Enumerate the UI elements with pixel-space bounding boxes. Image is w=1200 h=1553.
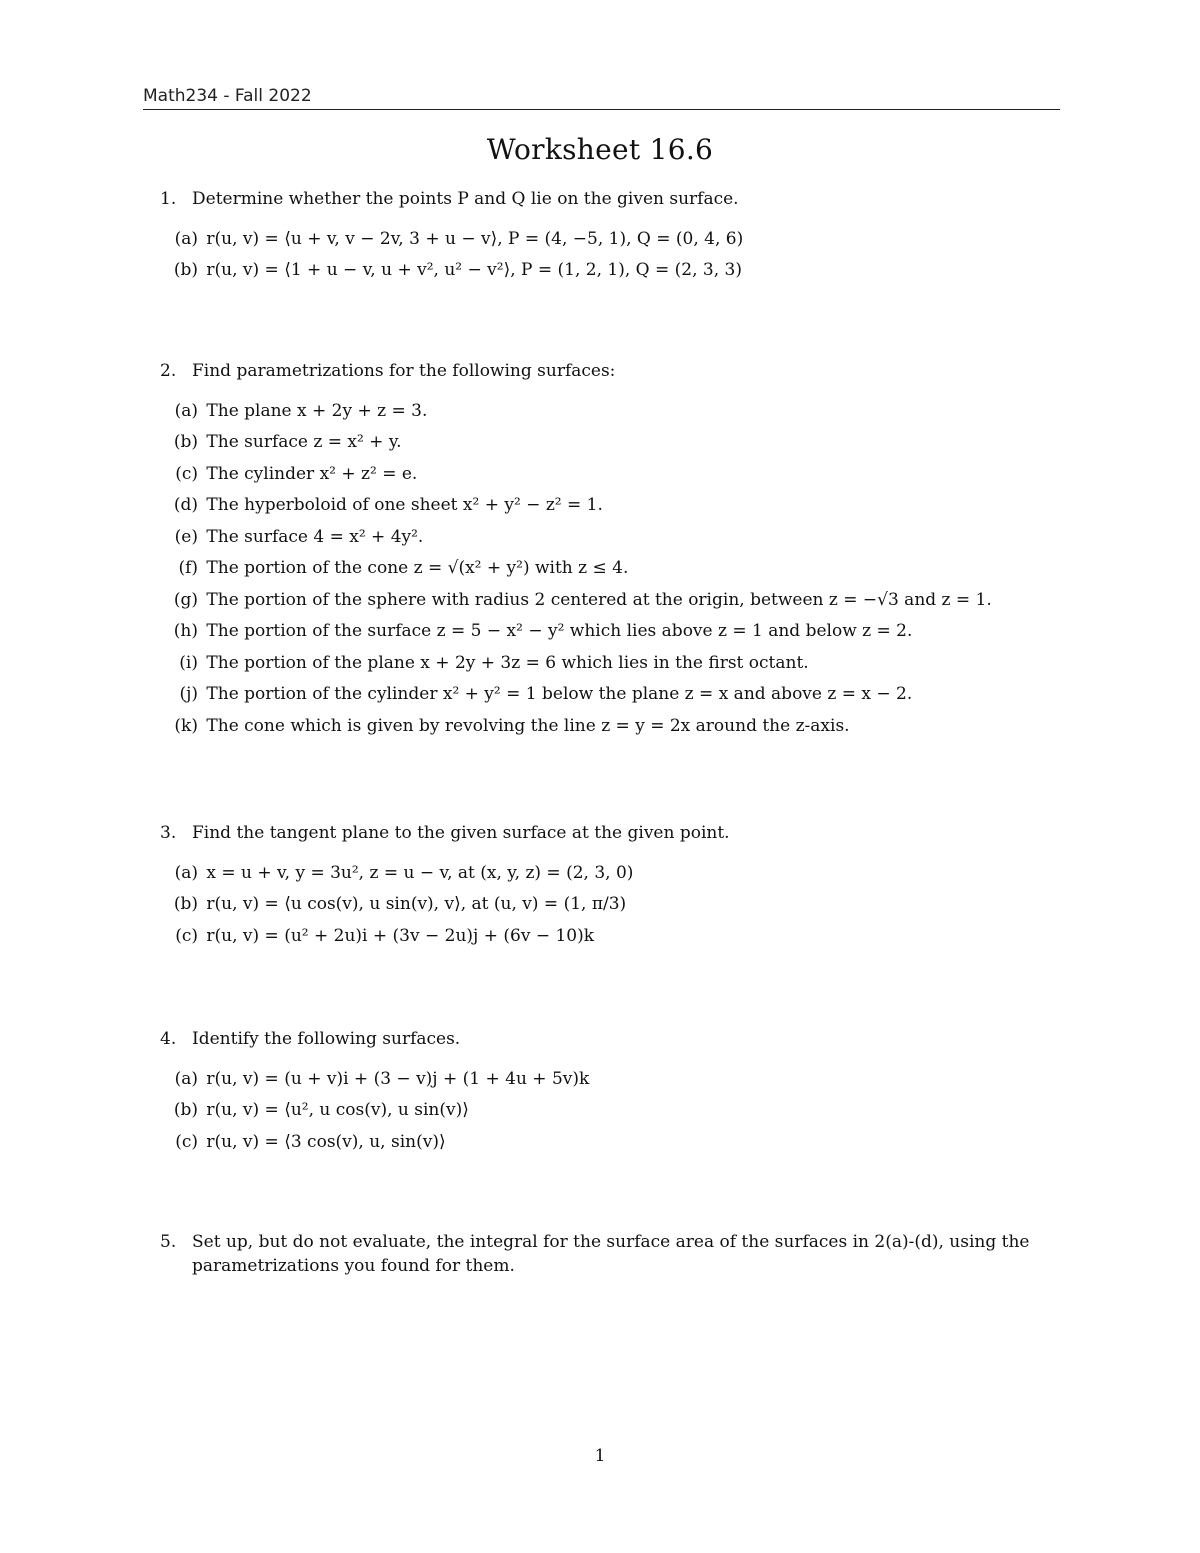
list-item: (c) The cylinder x² + z² = e. [175,463,418,484]
problem-2-stem: 2. Find parametrizations for the following surfaces: [160,356,1060,388]
list-item: (a) x = u + v, y = 3u², z = u − v, at (x, y, z) = (2, 3, 0) [174,862,634,883]
list-item: (k) The cone which is given by revolving the line z = y = 2x around the z-axis. [174,715,850,736]
problem-number: 2. [160,361,177,381]
list-item: (f) The portion of the cone z = √(x² + y²) with z ≤ 4. [178,558,629,578]
list-item: (b) The surface z = x² + y. [173,432,402,452]
problem-number: 3. [160,823,177,843]
problem-2-parts [160,396,1060,743]
list-item: (h) The portion of the surface z = 5 − x² − y² which lies above z = 1 and below z = 2. [173,621,913,641]
problem-4-stem: 4. Identify the following surfaces. [160,1024,1060,1056]
list-item: (c) r(u, v) = (u² + 2u)i + (3v − 2u)j + (6v − 10)k [175,925,595,946]
problem-number: 1. [160,189,177,209]
problem-2 [160,356,1060,742]
problem-3-stem: 3. Find the tangent plane to the given surface at the given point. [160,818,1060,850]
list-item: (e) The surface 4 = x² + 4y². [174,526,424,547]
problem-4 [160,1024,1060,1158]
problem-1-parts [160,224,1060,287]
list-item: (c) r(u, v) = ⟨3 cos(v), u, sin(v)⟩ [175,1131,446,1152]
header-rule [143,109,1060,110]
list-item: (b) r(u, v) = ⟨1 + u − v, u + v², u² − v²⟩, P = (1, 2, 1), Q = (2, 3, 3) [173,260,742,280]
page-title: Worksheet 16.6 [486,133,714,166]
problem-1 [160,184,1060,287]
list-item: (i) The portion of the plane x + 2y + 3z = 6 which lies in the first octant. [179,652,809,673]
list-item: (j) The portion of the cylinder x² + y² = 1 below the plane z = x and above z = x − 2. [179,684,913,704]
problem-5-stem: 5. Set up, but do not evaluate, the integral for the surface area of the surfaces in 2(a)-(d), using the [160,1232,1030,1252]
problem-number: 5. [160,1232,177,1252]
problem-5-stem-continuation: parametrizations you found for them. [192,1256,515,1276]
problem-4-parts [160,1064,1060,1159]
problem-number: 4. [160,1029,177,1049]
page-number: 1 [594,1446,606,1466]
list-item: (g) The portion of the sphere with radius 2 centered at the origin, between z = −√3 and z = 1. [173,589,992,610]
list-item: (a) r(u, v) = (u + v)i + (3 − v)j + (1 + 4u + 5v)k [174,1068,590,1089]
problem-3 [160,818,1060,952]
list-item: (d) The hyperboloid of one sheet x² + y² − z² = 1. [173,495,603,515]
problem-3-parts [160,858,1060,953]
list-item: (b) r(u, v) = ⟨u cos(v), u sin(v), v⟩, at (u, v) = (1, π/3) [173,894,627,914]
list-item: (a) r(u, v) = ⟨u + v, v − 2v, 3 + u − v⟩, P = (4, −5, 1), Q = (0, 4, 6) [174,228,744,249]
course-header: Math234 - Fall 2022 [143,86,312,106]
list-item: (a) The plane x + 2y + z = 3. [174,400,428,421]
problem-1-stem: 1. Determine whether the points P and Q lie on the given surface. [160,184,1060,216]
list-item: (b) r(u, v) = ⟨u², u cos(v), u sin(v)⟩ [173,1100,469,1120]
problem-5 [160,1230,1060,1278]
